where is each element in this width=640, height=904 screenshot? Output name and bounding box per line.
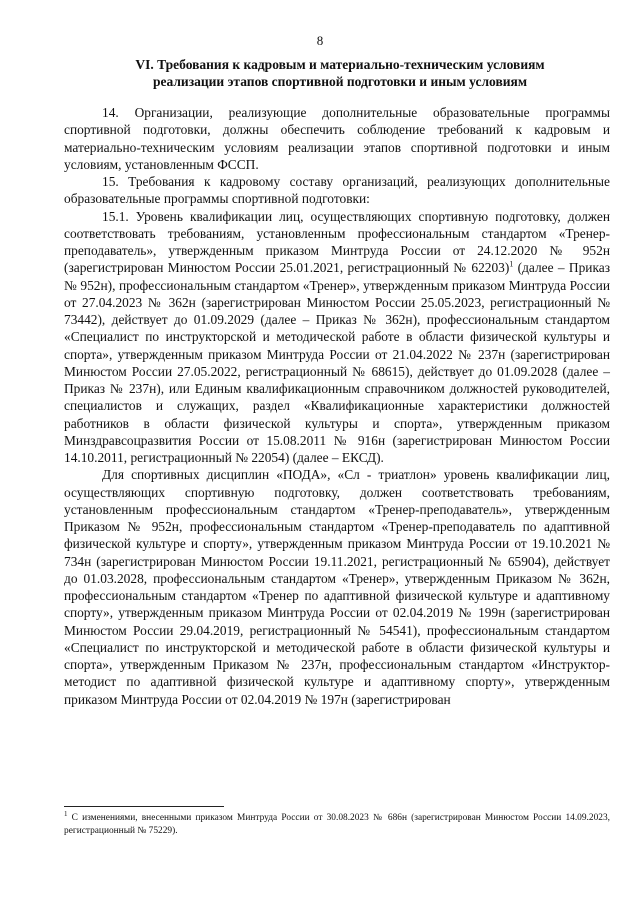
paragraph-15-1-rest: (далее – Приказ № 952н), профессиональным стандартом «Тренер», утвержденным приказом Минтруда России от 27.04.2023 № 362н (зарегистрирован Минюстом России 25.05.2023, регистрационный № 73442), действует до 01.09.2029 (далее – Приказ № 362н), профессиональным стандартом «Специалист по инструкторской и методической работе в области физической культуры и спорта», утвержденным приказом Минтруда России от 21.04.2022 № 237н (зарегистрирован Минюстом России 27.05.2022, регистрационный № 68615), действует до 01.09.2028 (далее – Приказ № 237н), или Единым квалификационным справочником должностей руководителей, специалистов и служащих, раздел «Квалификационные характеристики должностей работников в области физической культуры и спорта», утвержденным приказом Минздравсоцразвития России от 15.08.2011 № 916н (зарегистрирован Минюстом России 14.10.2011, регистрационный № 22054) (далее – ЕКСД). <box>64 260 610 465</box>
section-heading <box>70 56 610 90</box>
section-heading-line-1: VI. Требования к кадровым и материально-техническим условиям <box>135 57 545 72</box>
section-heading-line-2: реализации этапов спортивной подготовки и иным условиям <box>152 74 528 89</box>
paragraph-14: 14. Организации, реализующие дополнительные образовательные программы спортивной подготовки, должны обеспечить соблюдение требований к кадровым и материально-техническим условиям реализации этапов спортивной подготовки и иным условиям, установленным ФССП. <box>64 105 610 172</box>
paragraph-poda: Для спортивных дисциплин «ПОДА», «Сл - триатлон» уровень квалификации лиц, осуществляющих спортивную подготовку, должен соответствовать требованиям, установленным профессиональным стандартом «Тренер-преподаватель», утвержденным Приказом № 952н, профессиональным стандартом «Тренер-преподаватель по адаптивной физической культуре и спорту», утвержденным приказом Минтруда России от 19.10.2021 № 734н (зарегистрирован Минюстом России 19.11.2021, регистрационный № 65904), действует до 01.03.2028, профессиональным стандартом «Тренер», утвержденным Приказом № 362н, профессиональным стандартом «Тренер по адаптивной физической культуре и адаптивному спорту», утвержденным приказом Минтруда России от 02.04.2019 № 199н (зарегистрирован Минюстом России 29.04.2019, регистрационный № 54541), профессиональным стандартом «Специалист по инструкторской и методической работе в области физической культуры и спорта», утвержденным Приказом № 237н, профессиональным стандартом «Инструктор-методист по адаптивной физической культуре и адаптивному спорту», утвержденным приказом Минтруда России от 02.04.2019 № 197н (зарегистрирован <box>64 467 610 707</box>
footnote-marker: 1 <box>64 809 68 818</box>
paragraph-15-1 <box>64 208 610 467</box>
footnote-reference: 1 <box>509 259 514 269</box>
document-body <box>64 104 610 708</box>
footnote <box>64 809 610 837</box>
footnote-separator <box>64 806 224 807</box>
page-number: 8 <box>316 33 324 48</box>
paragraph-15: 15. Требования к кадровому составу организаций, реализующих дополнительные образовательные программы спортивной подготовки: <box>64 174 610 207</box>
paragraph-15-1-start: 15.1. Уровень квалификации лиц, осуществляющих спортивную подготовку, должен соответствовать требованиям, установленным профессиональным стандартом «Тренер-преподаватель», утвержденным приказом Минтруда России от 24.12.2020 № 952н (зарегистрирован Минюстом России 25.01.2021, регистрационный № 62203) <box>64 208 610 276</box>
footnote-text: С изменениями, внесенными приказом Минтруда России от 30.08.2023 № 686н (зарегистрирован Минюстом России 14.09.2023, регистрационный № 75229). <box>64 813 610 836</box>
